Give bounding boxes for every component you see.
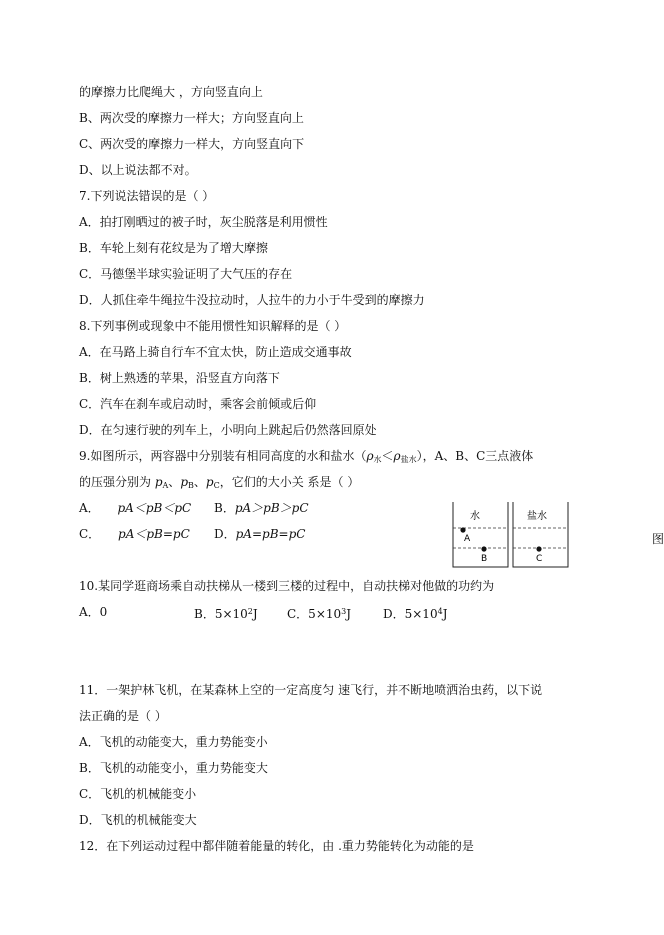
question-12: 12．在下列运动过程中都伴随着能量的转化，由 .重力势能转化为动能的是: [79, 839, 474, 853]
option-formula: pA＜pB＜pC: [117, 501, 192, 515]
option-formula: pA＜pB=pC: [118, 527, 190, 541]
unit: J: [346, 607, 352, 621]
rho-symbol: ρ: [366, 449, 374, 463]
option-text: D．5×10: [383, 607, 438, 621]
rho-sub-water: 水: [373, 455, 382, 464]
question-7: 7.下列说法错误的是（ ）: [79, 189, 215, 203]
option-text: B．5×10: [194, 607, 248, 621]
option-line: D．人抓住牵牛绳拉牛没拉动时，人拉牛的力小于牛受到的摩擦力: [79, 293, 425, 307]
q10-option-c: [287, 604, 351, 622]
option-text: C．5×10: [287, 607, 342, 621]
q10-option-b: [194, 604, 258, 622]
sub-a: A: [162, 481, 169, 490]
point-b: [481, 546, 486, 551]
less-than: ＜: [381, 449, 394, 463]
point-c-label: C: [536, 554, 543, 564]
point-a: [460, 527, 465, 532]
rho-sub-brine: 盐水: [400, 455, 417, 464]
option-line: A．在马路上骑自行车不宜太快，防止造成交通事故: [79, 345, 352, 359]
option-line: C．汽车在刹车或启动时，乘客会前倾或后仰: [79, 397, 317, 411]
exponent: 4: [437, 607, 443, 616]
option-line: B．飞机的动能变小，重力势能变大: [79, 761, 268, 775]
q9-line2-b: ，它们的大小关 系是（ ）: [219, 475, 360, 489]
question-10: 10.某同学逛商场乘自动扶梯从一楼到三楼的过程中，自动扶梯对他做的功约为: [79, 579, 495, 593]
option-label: B．: [214, 501, 235, 515]
text-line: D、以上说法都不对。: [79, 163, 197, 177]
sub-c: C: [213, 481, 220, 490]
option-label: A．: [79, 501, 100, 515]
point-c: [536, 546, 541, 551]
option-line: D．飞机的机械能变大: [79, 813, 197, 827]
exponent: 2: [247, 607, 253, 616]
option-label: C．: [79, 527, 101, 541]
p-symbol: p: [154, 475, 163, 489]
sub-b: B: [188, 481, 194, 490]
q9-option-c: [79, 526, 190, 542]
question-9: [79, 448, 533, 468]
separator: 、: [168, 475, 181, 489]
point-a-label: A: [464, 534, 471, 544]
q10-option-d: [383, 604, 448, 622]
unit: J: [252, 607, 258, 621]
q9-option-a: [79, 500, 191, 516]
q9-line2-a: 的压强分别为: [79, 475, 155, 489]
q10-option-a: A．0: [79, 605, 108, 619]
option-line: C．飞机的机械能变小: [79, 787, 197, 801]
text-line: C、两次受的摩擦力一样大，方向竖直向下: [79, 137, 305, 151]
question-8: 8.下列事例或现象中不能用惯性知识解释的是（ ）: [79, 319, 347, 333]
point-b-label: B: [481, 554, 488, 564]
text-line: 的摩擦力比爬绳大 ，方向竖直向上: [79, 85, 263, 99]
text-line: B、两次受的摩擦力一样大；方向竖直向上: [79, 111, 304, 125]
option-line: B．树上熟透的苹果，沿竖直方向落下: [79, 371, 280, 385]
separator: 、: [193, 475, 206, 489]
q9-line2: [79, 474, 359, 494]
container-figure: [452, 502, 568, 568]
exponent: 3: [341, 607, 347, 616]
question-11: 11．一架护林飞机，在某森林上空的一定高度匀 速飞行，并不断地喷洒治虫药，以下说: [79, 683, 543, 697]
water-label: 水: [470, 511, 480, 522]
unit: J: [442, 607, 448, 621]
q9-option-d: [214, 526, 305, 542]
q9-tail: ），A、B、C三点液体: [416, 449, 534, 463]
q9-option-b: [214, 500, 309, 516]
option-line: A．拍打刚晒过的被子时，灰尘脱落是利用惯性: [79, 215, 328, 229]
rho-symbol: ρ: [393, 449, 401, 463]
text-line: 法正确的是（ ）: [79, 709, 167, 723]
option-line: B．车轮上刻有花纹是为了增大摩擦: [79, 241, 268, 255]
brine-label: 盐水: [527, 511, 547, 522]
p-symbol: p: [180, 475, 188, 489]
option-label: D．: [214, 527, 236, 541]
option-line: C．马德堡半球实验证明了大气压的存在: [79, 267, 293, 281]
margin-mark: 图: [652, 532, 664, 546]
option-line: A．飞机的动能变大，重力势能变小: [79, 735, 268, 749]
option-formula: pA＞pB＞pC: [234, 501, 309, 515]
p-symbol: p: [205, 475, 214, 489]
option-line: D．在匀速行驶的列车上，小明向上跳起后仍然落回原处: [79, 423, 377, 437]
q9-intro: 9.如图所示，两容器中分别装有相同高度的水和盐水（: [79, 449, 367, 463]
option-formula: pA=pB=pC: [235, 527, 306, 541]
